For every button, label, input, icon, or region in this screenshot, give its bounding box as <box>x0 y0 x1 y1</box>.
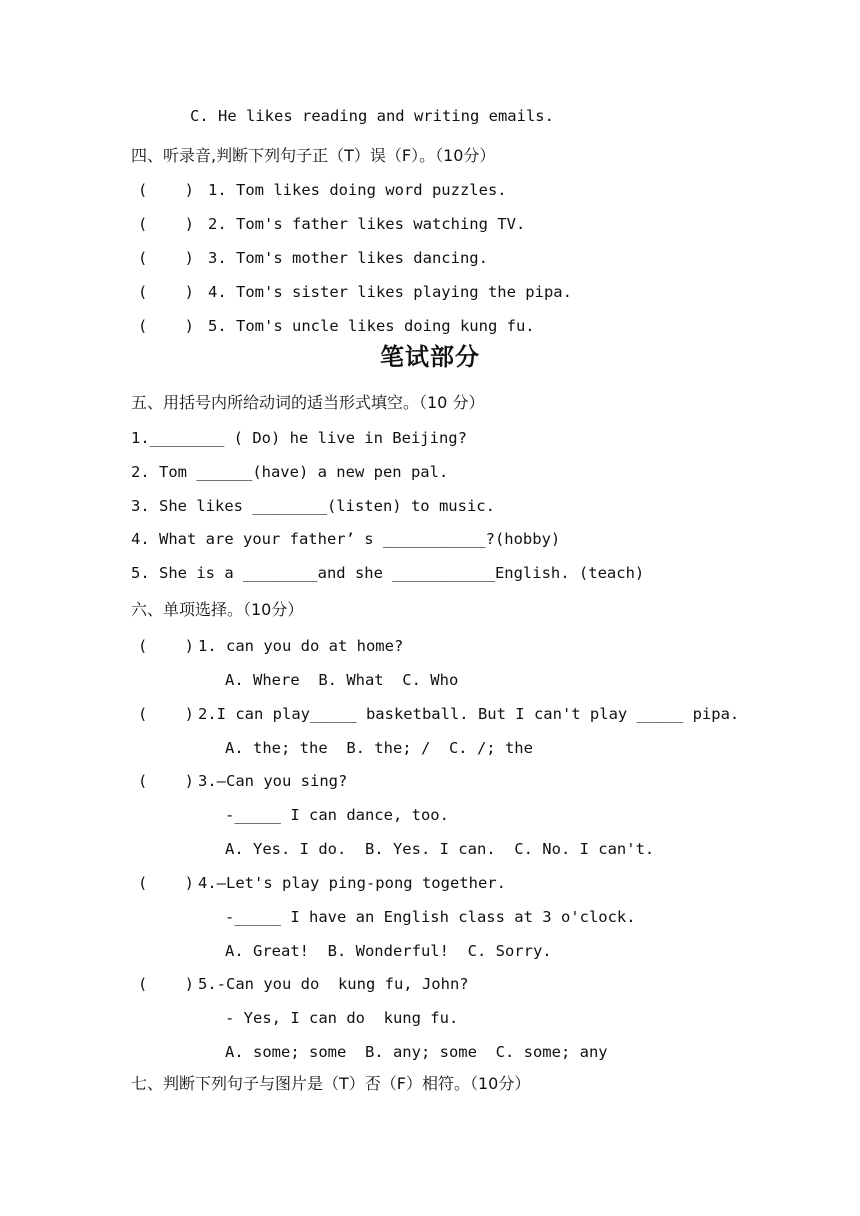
question-row <box>138 873 506 893</box>
answer-paren[interactable]: ( ) <box>138 772 194 790</box>
question-options: A. Where B. What C. Who <box>225 671 459 689</box>
section-7-heading: 七、判断下列句子与图片是（T）否（F）相符。（10分） <box>131 1074 531 1093</box>
question-options: A. Great! B. Wonderful! C. Sorry. <box>225 942 552 960</box>
section-4-heading: 四、听录音,判断下列句子正（T）误（F）。（10分） <box>131 146 496 165</box>
question-stem: 4.—Let's play ping-pong together. <box>198 874 506 892</box>
question-options: A. the; the B. the; / C. /; the <box>225 739 533 757</box>
fill-blank-item[interactable]: 1.________ ( Do) he live in Beijing? <box>131 429 467 447</box>
answer-paren[interactable]: ( ) <box>138 215 194 233</box>
statement-text: 2. Tom's father likes watching TV. <box>208 215 526 233</box>
section-5-heading: 五、用括号内所给动词的适当形式填空。（10 分） <box>131 393 485 412</box>
list-item <box>138 248 488 268</box>
option-c: C. He likes reading and writing emails. <box>190 107 554 125</box>
fill-blank-item[interactable]: 2. Tom ______(have) a new pen pal. <box>131 463 449 481</box>
answer-paren[interactable]: ( ) <box>138 249 194 267</box>
question-options: A. Yes. I do. B. Yes. I can. C. No. I can't. <box>225 840 655 858</box>
question-stem: 3.—Can you sing? <box>198 772 348 790</box>
answer-paren[interactable]: ( ) <box>138 317 194 335</box>
statement-text: 1. Tom likes doing word puzzles. <box>208 181 507 199</box>
answer-paren[interactable]: ( ) <box>138 283 194 301</box>
answer-paren[interactable]: ( ) <box>138 705 194 723</box>
list-item <box>138 282 572 302</box>
list-item <box>138 180 507 200</box>
statement-text: 5. Tom's uncle likes doing kung fu. <box>208 317 535 335</box>
fill-blank-item[interactable]: 4. What are your father’ s ___________?(hobby) <box>131 530 561 548</box>
question-row <box>138 636 403 656</box>
section-6-heading: 六、单项选择。（10分） <box>131 600 304 619</box>
question-response: -_____ I have an English class at 3 o'clock. <box>225 908 636 926</box>
statement-text: 3. Tom's mother likes dancing. <box>208 249 488 267</box>
question-row <box>138 704 739 724</box>
answer-paren[interactable]: ( ) <box>138 975 194 993</box>
answer-paren[interactable]: ( ) <box>138 637 194 655</box>
fill-blank-item[interactable]: 3. She likes ________(listen) to music. <box>131 497 495 515</box>
question-options: A. some; some B. any; some C. some; any <box>225 1043 608 1061</box>
question-stem: 5.-Can you do kung fu, John? <box>198 975 469 993</box>
written-section-title: 笔试部分 <box>380 343 480 371</box>
question-row <box>138 974 469 994</box>
question-row <box>138 771 347 791</box>
question-response: -_____ I can dance, too. <box>225 806 449 824</box>
statement-text: 4. Tom's sister likes playing the pipa. <box>208 283 572 301</box>
question-response: - Yes, I can do kung fu. <box>225 1009 459 1027</box>
answer-paren[interactable]: ( ) <box>138 181 194 199</box>
list-item <box>138 214 525 234</box>
answer-paren[interactable]: ( ) <box>138 874 194 892</box>
question-stem: 2.I can play_____ basketball. But I can't play _____ pipa. <box>198 705 740 723</box>
fill-blank-item[interactable]: 5. She is a ________and she ___________English. (teach) <box>131 564 645 582</box>
list-item <box>138 316 535 336</box>
question-stem: 1. can you do at home? <box>198 637 404 655</box>
